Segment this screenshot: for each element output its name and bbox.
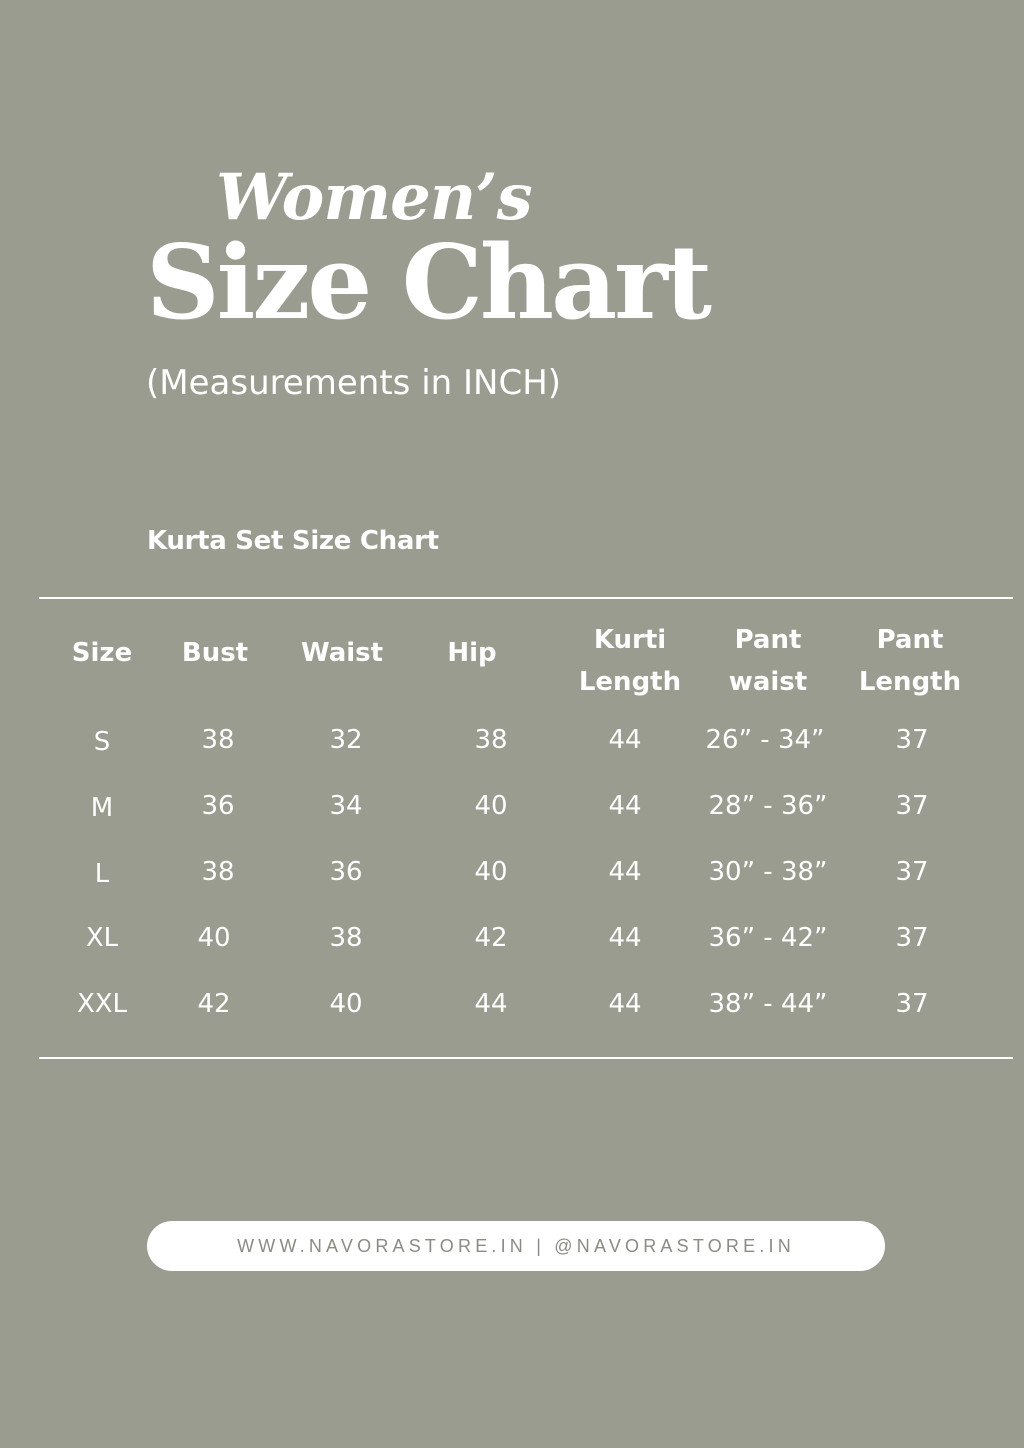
size-cell: XXL (76, 989, 128, 1019)
column-header-bust: Bust (181, 638, 249, 668)
pant-waist-cell: 30” - 38” (708, 857, 828, 887)
bust-cell: 40 (197, 923, 231, 953)
waist-cell: 36 (329, 857, 363, 887)
column-header-pant-length: Pant Length (858, 625, 962, 697)
waist-cell: 34 (329, 791, 363, 821)
kurti-length-cell: 44 (608, 791, 642, 821)
column-header-waist: Waist (300, 638, 384, 668)
size-cell: L (94, 859, 110, 889)
column-header-hip: Hip (447, 638, 497, 668)
bust-cell: 36 (201, 791, 235, 821)
hip-cell: 44 (474, 989, 508, 1019)
script-title: Women’s (216, 160, 532, 235)
table-title: Kurta Set Size Chart (147, 526, 439, 556)
pant-length-cell: 37 (895, 725, 929, 755)
kurti-length-cell: 44 (608, 923, 642, 953)
bust-cell: 38 (201, 857, 235, 887)
bust-cell: 38 (201, 725, 235, 755)
hip-cell: 40 (474, 791, 508, 821)
footer-contact-pill (147, 1221, 885, 1271)
waist-cell: 32 (329, 725, 363, 755)
pant-length-cell: 37 (895, 791, 929, 821)
size-cell: XL (85, 923, 119, 953)
pant-waist-cell: 28” - 36” (708, 791, 828, 821)
kurti-length-cell: 44 (608, 857, 642, 887)
column-header-kurti-length: Kurti Length (578, 625, 682, 697)
measurement-unit-note: (Measurements in INCH) (146, 363, 562, 403)
pant-length-cell: 37 (895, 989, 929, 1019)
table-top-divider (39, 597, 1013, 599)
table-bottom-divider (39, 1057, 1013, 1059)
kurti-length-cell: 44 (608, 725, 642, 755)
pant-waist-cell: 36” - 42” (708, 923, 828, 953)
pant-waist-cell: 38” - 44” (708, 989, 828, 1019)
hip-cell: 40 (474, 857, 508, 887)
waist-cell: 38 (329, 923, 363, 953)
kurti-length-cell: 44 (608, 989, 642, 1019)
pant-waist-cell: 26” - 34” (705, 725, 825, 755)
hip-cell: 42 (474, 923, 508, 953)
size-cell: M (90, 793, 114, 823)
pant-length-cell: 37 (895, 857, 929, 887)
hip-cell: 38 (474, 725, 508, 755)
waist-cell: 40 (329, 989, 363, 1019)
size-cell: S (93, 727, 111, 757)
pant-length-cell: 37 (895, 923, 929, 953)
footer-contact-text: WWW.NAVORASTORE.IN | @NAVORASTORE.IN (237, 1235, 795, 1256)
bust-cell: 42 (197, 989, 231, 1019)
column-header-size: Size (71, 638, 133, 668)
column-header-pant-waist: Pant waist (728, 625, 808, 697)
page-title: Size Chart (146, 223, 710, 343)
